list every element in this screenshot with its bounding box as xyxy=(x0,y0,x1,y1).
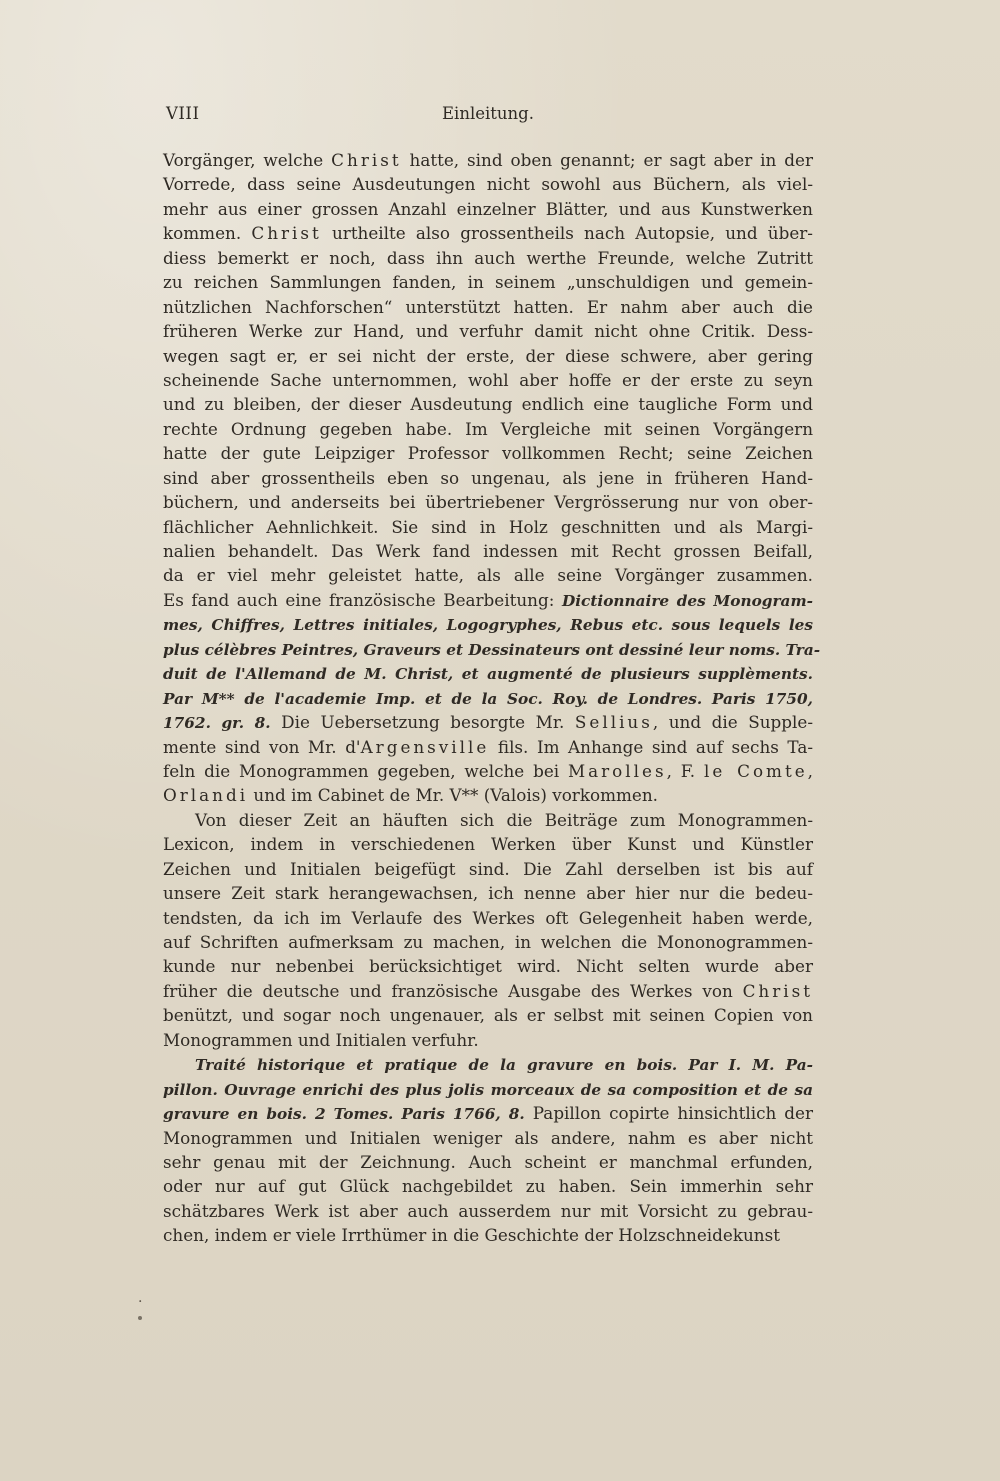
text-line xyxy=(163,661,813,685)
text-run: und im Cabinet de Mr. V** (Valois) vorkommen. xyxy=(248,785,658,806)
italic-title-text: mes, Chiffres, Lettres initiales, Logogryphes, Rebus etc. sous lequels les xyxy=(163,616,813,635)
text-line xyxy=(163,1199,813,1223)
text-run: zu reichen Sammlungen fanden, in seinem „unschuldigen und gemein- xyxy=(163,272,813,293)
text-line xyxy=(163,1003,813,1027)
text-run: mente sind von Mr. d' xyxy=(163,736,361,757)
spaced-name-text: Sellius xyxy=(574,712,653,733)
text-run: benützt, und sogar noch ungenauer, als er selbst mit seinen Copien von xyxy=(163,1005,813,1026)
text-run: sehr genau mit der Zeichnung. Auch scheint er manchmal erfunden, xyxy=(163,1151,813,1172)
text-run: büchern, und anderseits bei übertriebener Vergrösserung nur von ober- xyxy=(163,492,813,513)
text-run: urtheilte also grossentheils nach Autopsie, und über- xyxy=(321,223,813,244)
italic-title-text: plus célèbres Peintres, Graveurs et Dessinateurs ont dessiné leur noms. Tra- xyxy=(163,640,821,659)
text-line xyxy=(163,1077,813,1101)
text-line xyxy=(163,954,813,978)
text-line xyxy=(163,588,813,612)
italic-title-text: gravure en bois. 2 Tomes. Paris 1766, 8. xyxy=(163,1105,525,1124)
text-run: scheinende Sache unternommen, wohl aber hoffe er der erste zu seyn xyxy=(163,369,813,390)
text-run: tendsten, da ich im Verlaufe des Werkes oft Gelegenheit haben werde, xyxy=(163,907,813,928)
spaced-name-text: Christ xyxy=(251,223,322,244)
text-run: unsere Zeit stark herangewachsen, ich nenne aber hier nur die bedeu- xyxy=(163,883,813,904)
text-run: kunde nur nebenbei berücksichtiget wird. Nicht selten wurde aber xyxy=(163,956,813,977)
text-line xyxy=(163,735,813,759)
text-line xyxy=(163,881,813,905)
text-line xyxy=(163,686,813,710)
text-line xyxy=(163,1223,813,1247)
text-line xyxy=(163,612,813,636)
text-line xyxy=(163,930,813,954)
spaced-name-text: Christ xyxy=(742,980,813,1001)
italic-title-text: duit de l'Allemand de M. Christ, et augmenté de plusieurs supplèments. xyxy=(163,665,813,684)
text-line xyxy=(163,1126,813,1150)
text-run: früheren Werke zur Hand, und verfuhr damit nicht ohne Critik. Dess- xyxy=(163,321,813,342)
text-line xyxy=(163,148,813,172)
text-run: Von dieser Zeit an häuften sich die Beiträge zum Monogrammen- xyxy=(195,809,813,830)
text-line xyxy=(163,906,813,930)
text-line xyxy=(163,1052,813,1076)
spaced-name-text: Argensville xyxy=(360,736,490,757)
text-run: Vorrede, dass seine Ausdeutungen nicht sowohl aus Büchern, als viel- xyxy=(163,174,813,195)
text-line xyxy=(163,368,813,392)
page-number: VIII xyxy=(166,104,200,123)
text-run: Es fand auch eine französische Bearbeitung: xyxy=(163,589,562,610)
text-run: rechte Ordnung gegeben habe. Im Vergleiche mit seinen Vorgängern xyxy=(163,418,813,439)
italic-title-text: 1762. gr. 8. xyxy=(163,714,271,733)
text-run: auf Schriften aufmerksam zu machen, in welchen die Mononogrammen- xyxy=(163,932,813,952)
spaced-name-text: Marolles xyxy=(567,760,667,781)
text-run: Papillon copirte hinsichtlich der xyxy=(524,1103,813,1124)
text-line xyxy=(163,759,813,783)
text-line xyxy=(163,246,813,270)
text-run: nützlichen Nachforschen“ unterstützt hatten. Er nahm aber auch die xyxy=(163,296,813,317)
text-line xyxy=(163,221,813,245)
text-run: Zeichen und Initialen beigefügt sind. Die Zahl derselben ist bis auf xyxy=(163,858,813,879)
text-run: oder nur auf gut Glück nachgebildet zu haben. Sein immerhin sehr xyxy=(163,1176,813,1197)
running-head xyxy=(163,104,813,134)
text-run: fils. Im Anhange sind auf sechs Ta- xyxy=(489,736,814,757)
spaced-name-text: le Comte xyxy=(703,760,808,781)
italic-title-text: Traité historique et pratique de la gravure en bois. Par I. M. Pa- xyxy=(195,1056,813,1075)
text-run: und zu bleiben, der dieser Ausdeutung endlich eine taugliche Form und xyxy=(163,394,813,415)
text-line xyxy=(163,832,813,856)
paragraph xyxy=(163,808,813,1052)
text-line xyxy=(163,1150,813,1174)
text-run: , und die Supple- xyxy=(652,712,813,733)
text-run: diess bemerkt er noch, dass ihn auch werthe Freunde, welche Zutritt xyxy=(163,247,813,268)
text-run: nalien behandelt. Das Werk fand indessen mit Recht grossen Beifall, xyxy=(163,541,813,561)
margin-mark: . xyxy=(138,1290,143,1306)
text-run: Die Uebersetzung besorgte Mr. xyxy=(270,712,575,733)
italic-title-text: Par M** de l'academie Imp. et de la Soc. Roy. de Londres. Paris 1750, xyxy=(163,689,813,708)
text-run: wegen sagt er, er sei nicht der erste, der diese schwere, aber gering xyxy=(163,345,813,366)
text-run: chen, indem er viele Irrthümer in die Geschichte der Holzschneidekunst xyxy=(163,1225,780,1246)
text-line xyxy=(163,319,813,343)
text-line xyxy=(163,172,813,196)
text-run: Lexicon, indem in verschiedenen Werken über Kunst und Künstler xyxy=(163,834,813,855)
text-run: , xyxy=(807,760,813,781)
body-text xyxy=(163,148,821,1248)
text-line xyxy=(163,979,813,1003)
text-run: Monogrammen und Initialen weniger als andere, nahm es aber nicht xyxy=(163,1127,813,1148)
text-line xyxy=(163,197,813,221)
paragraph xyxy=(163,148,821,808)
text-line xyxy=(163,344,813,368)
text-line xyxy=(163,490,813,514)
text-line xyxy=(163,1174,813,1198)
text-line xyxy=(163,637,821,661)
text-run: , F. xyxy=(666,760,704,781)
text-run: Vorgänger, welche xyxy=(163,150,332,170)
running-title: Einleitung. xyxy=(442,104,534,123)
text-line xyxy=(163,295,813,319)
spaced-name-text: Orlandi xyxy=(163,785,249,806)
text-line xyxy=(163,392,813,416)
text-run: hatte, sind oben genannt; er sagt aber in der xyxy=(401,150,814,170)
text-line xyxy=(163,417,813,441)
text-line xyxy=(163,857,813,881)
text-line xyxy=(163,441,813,465)
text-line xyxy=(163,710,813,734)
text-run: früher die deutsche und französische Ausgabe des Werkes von xyxy=(163,980,743,1001)
paragraph xyxy=(163,1052,813,1248)
text-run: mehr aus einer grossen Anzahl einzelner Blätter, und aus Kunstwerken xyxy=(163,198,813,219)
italic-title-text: pillon. Ouvrage enrichi des plus jolis morceaux de sa composition et de sa xyxy=(163,1080,813,1099)
text-line xyxy=(163,1028,813,1052)
text-run: da er viel mehr geleistet hatte, als alle seine Vorgänger zusammen. xyxy=(163,565,813,586)
text-line xyxy=(163,270,813,294)
text-run: schätzbares Werk ist aber auch ausserdem nur mit Vorsicht zu gebrau- xyxy=(163,1200,813,1221)
spaced-name-text: Christ xyxy=(331,150,402,170)
text-line xyxy=(163,466,813,490)
margin-dot xyxy=(138,1316,142,1320)
text-run: sind aber grossentheils eben so ungenau, als jene in früheren Hand- xyxy=(163,467,813,488)
text-run: flächlicher Aehnlichkeit. Sie sind in Holz geschnitten und als Margi- xyxy=(163,516,813,537)
text-run: feln die Monogrammen gegeben, welche bei xyxy=(163,760,568,781)
text-line xyxy=(163,808,813,832)
text-line xyxy=(163,783,813,807)
text-run: kommen. xyxy=(163,223,252,244)
text-run: hatte der gute Leipziger Professor vollkommen Recht; seine Zeichen xyxy=(163,443,813,464)
italic-title-text: Dictionnaire des Monogram- xyxy=(561,591,813,610)
text-run: Monogrammen und Initialen verfuhr. xyxy=(163,1029,479,1050)
text-line xyxy=(163,515,813,539)
text-line xyxy=(163,563,813,587)
text-line xyxy=(163,1101,813,1125)
text-line xyxy=(163,539,813,563)
